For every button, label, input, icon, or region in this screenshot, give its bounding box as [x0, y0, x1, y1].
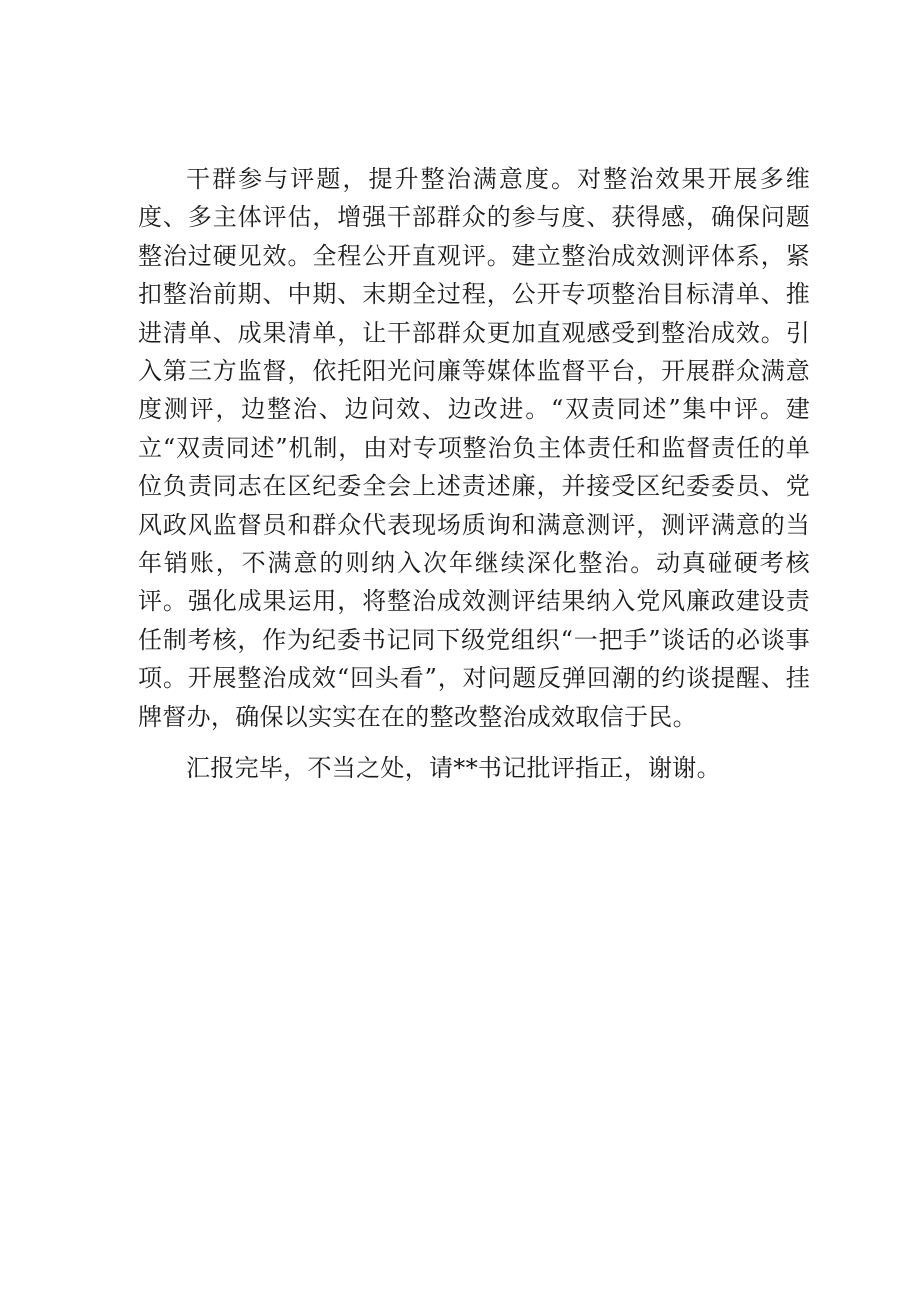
- closing-paragraph: 汇报完毕，不当之处，请**书记批评指正，谢谢。: [186, 754, 721, 783]
- body-paragraph: 干群参与评题，提升整治满意度。对整治效果开展多维度、多主体评估，增强干部群众的参与度、获得感，确保问题整治过硬见效。全程公开直观评。建立整治成效测评体系，紧扣整治前期、中期、末期全过程，公开专项整治目标清单、推进清单、成果清单，让干部群众更加直观感受到整治成效。引入第三方监督，依托阳光问廉等媒体监督平台，开展群众满意度测评，边整治、边问效、边改进。“双责同述”集中评。建立“双责同述”机制，由对专项整治负主体责任和监督责任的单位负责同志在区纪委全会上述责述廉，并接受区纪委委员、党风政风监督员和群众代表现场质询和满意测评，测评满意的当年销账，不满意的则纳入次年继续深化整治。动真碰硬考核评。强化成果运用，将整治成效测评结果纳入党风廉政建设责任制考核，作为纪委书记同下级党组织“一把手”谈话的必谈事项。开展整治成效“回头看”，对问题反弹回潮的约谈提醒、挂牌督办，确保以实实在在的整改整治成效取信于民。: [138, 165, 810, 731]
